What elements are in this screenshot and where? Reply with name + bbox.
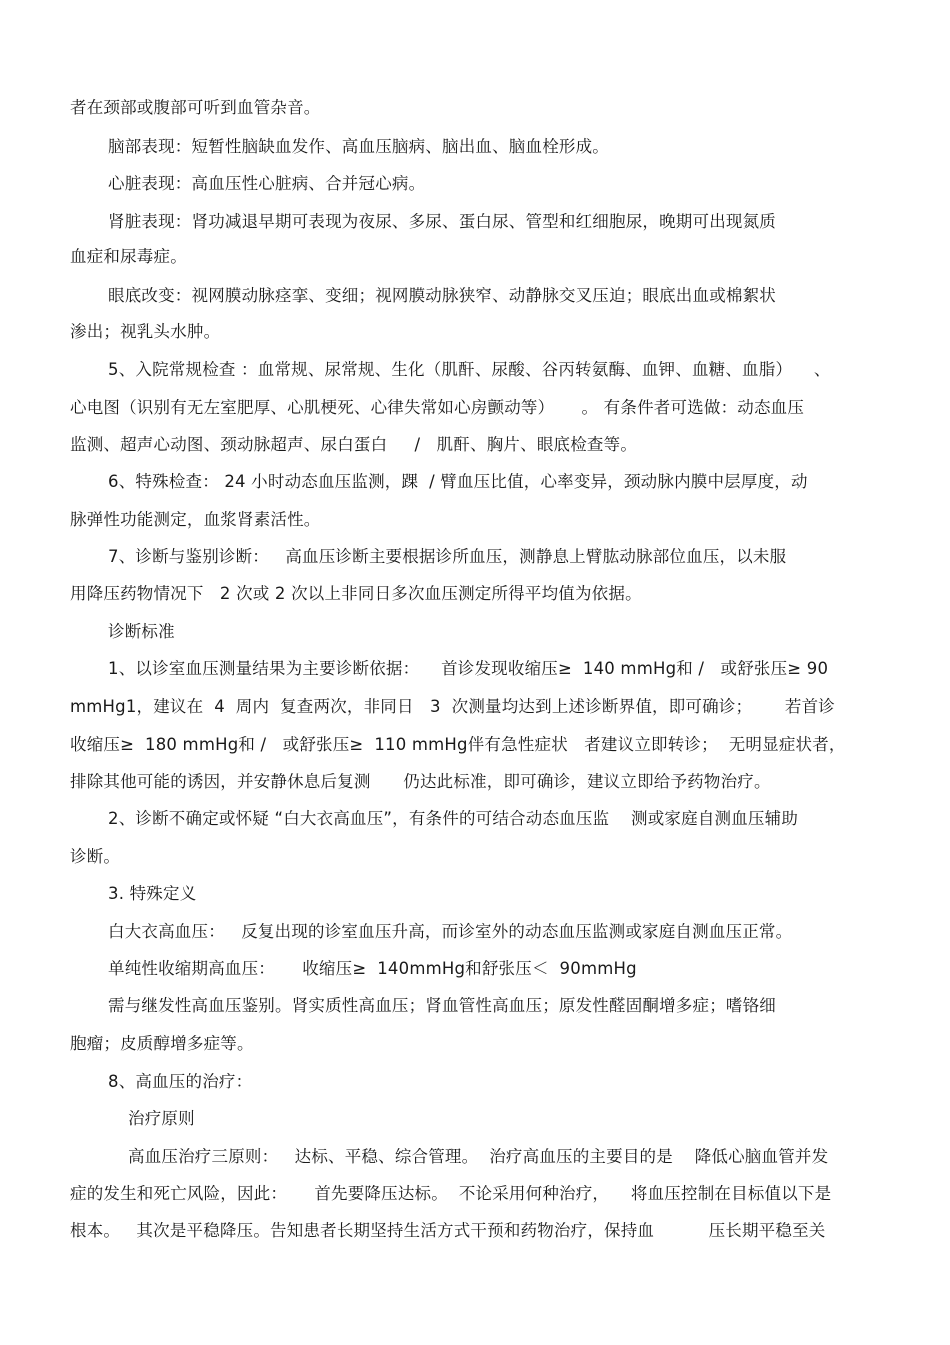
text-line: 排除其他可能的诱因，并安静休息后复测 仍达此标准，即可确诊，建议立即给予药物治疗。 (70, 772, 771, 791)
text-line: 症的发生和死亡风险，因此： 首先要降压达标。 不论采用何种治疗， 将血压控制在目标值以下是 (70, 1184, 832, 1203)
text-line: 7、诊断与鉴别诊断： 高血压诊断主要根据诊所血压，测静息上臂肱动脉部位血压，以未服 (108, 547, 787, 566)
text-line: 收缩压≥ 180 mmHg和 / 或舒张压≥ 110 mmHg伴有急性症状 者建议立即转诊； 无明显症状者， (70, 735, 846, 754)
text-line: 根本。 其次是平稳降压。告知患者长期坚持生活方式干预和药物治疗，保持血 压长期平稳至关 (70, 1221, 826, 1240)
text-line: 1、以诊室血压测量结果为主要诊断依据： 首诊发现收缩压≥ 140 mmHg和 / 或舒张压≥ 90 (108, 659, 829, 678)
section-heading: 3. 特殊定义 (108, 884, 197, 903)
text-line: 2、诊断不确定或怀疑 “白大衣高血压”，有条件的可结合动态血压监 测或家庭自测血压辅助 (108, 809, 799, 828)
text-line: 诊断。 (70, 847, 121, 866)
section-heading: 治疗原则 (128, 1109, 195, 1128)
text-line: 需与继发性高血压鉴别。肾实质性高血压；肾血管性高血压；原发性醛固酮增多症；嗜铬细 (108, 996, 776, 1015)
text-line: 脑部表现：短暂性脑缺血发作、高血压脑病、脑出血、脑血栓形成。 (108, 137, 609, 156)
text-line: 用降压药物情况下 2 次或 2 次以上非同日多次血压测定所得平均值为依据。 (70, 584, 642, 603)
text-line: 肾脏表现：肾功减退早期可表现为夜尿、多尿、蛋白尿、管型和红细胞尿，晚期可出现氮质 (108, 212, 776, 231)
text-line: 白大衣高血压： 反复出现的诊室血压升高，而诊室外的动态血压监测或家庭自测血压正常。 (108, 922, 793, 941)
text-line: 5、入院常规检查 ：血常规、尿常规、生化（肌酐、尿酸、谷丙转氨酶、血钾、血糖、血脂） 、 (108, 360, 831, 379)
text-line: 血症和尿毒症。 (70, 247, 187, 266)
text-line: 眼底改变：视网膜动脉痉挛、变细；视网膜动脉狭窄、动静脉交叉压迫；眼底出血或棉絮状 (108, 286, 776, 305)
text-line: 心脏表现：高血压性心脏病、合并冠心病。 (108, 174, 426, 193)
section-heading: 诊断标准 (108, 622, 175, 641)
text-line: 监测、超声心动图、颈动脉超声、尿白蛋白 / 肌酐、胸片、眼底检查等。 (70, 435, 638, 454)
text-line: mmHg1，建议在 4 周内 复查两次，非同日 3 次测量均达到上述诊断界值，即可确诊； 若首诊 (70, 697, 835, 716)
section-heading: 8、高血压的治疗： (108, 1072, 253, 1091)
text-line: 6、特殊检查： 24 小时动态血压监测，踝 / 臂血压比值，心率变异，颈动脉内膜中层厚度，动 (108, 472, 808, 491)
text-line: 渗出；视乳头水肿。 (70, 322, 221, 341)
text-line: 高血压治疗三原则： 达标、平稳、综合管理。 治疗高血压的主要目的是 降低心脑血管并发 (128, 1147, 829, 1166)
text-line: 单纯性收缩期高血压： 收缩压≥ 140mmHg和舒张压＜ 90mmHg (108, 959, 637, 978)
text-line: 脉弹性功能测定，血浆肾素活性。 (70, 510, 321, 529)
text-line: 心电图（识别有无左室肥厚、心肌梗死、心律失常如心房颤动等） 。 有条件者可选做：动态血压 (70, 398, 805, 417)
text-line: 胞瘤；皮质醇增多症等。 (70, 1034, 254, 1053)
text-line: 者在颈部或腹部可听到血管杂音。 (70, 98, 321, 117)
